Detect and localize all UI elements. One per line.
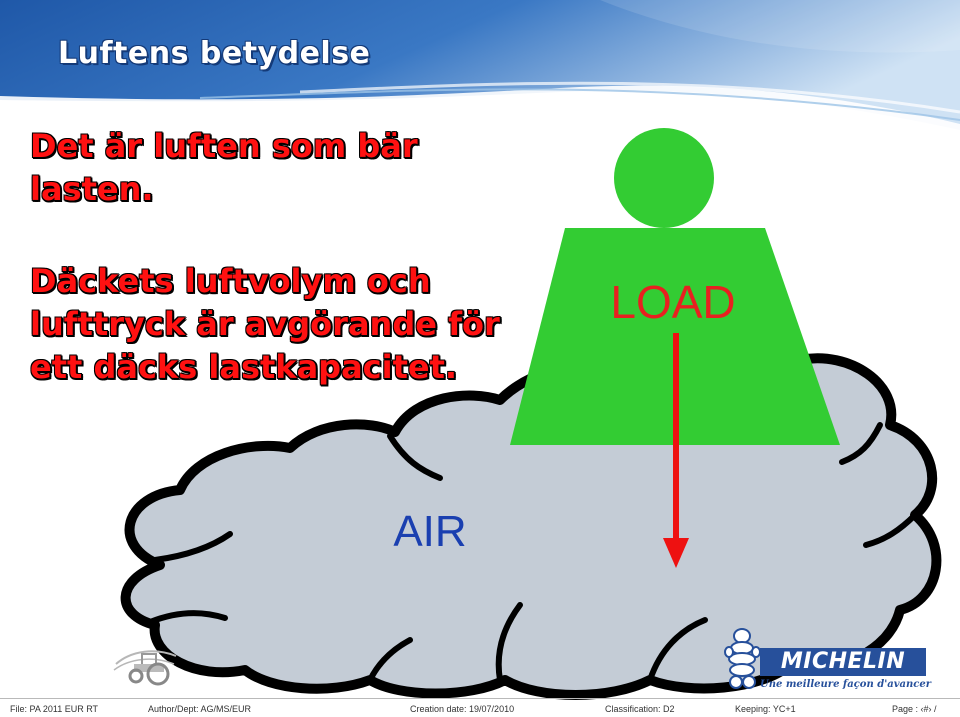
tractor-icon [112,640,182,690]
slide-title: Luftens betydelse [58,36,371,71]
footer-file: File: PA 2011 EUR RT [10,704,99,714]
footer [0,702,960,716]
footer-keeping: Keeping: YC+1 [735,704,796,714]
bibendum-icon [724,626,764,694]
footer-creation-date: Creation date: 19/07/2010 [410,704,515,714]
footer-page: Page : ‹#› / [892,704,937,714]
michelin-wordmark: MICHELIN [760,648,926,676]
footer-author: Author/Dept: AG/MS/EUR [148,704,252,714]
footer-classification: Classification: D2 [605,704,675,714]
load-label: LOAD [610,276,736,328]
air-label: AIR [393,507,467,556]
load-weight-handle [614,128,714,228]
paragraph-volume-pressure: Däckets luftvolym och lufttryck är avgörande för ett däcks lastkapacitet. [30,262,500,386]
michelin-logo [724,626,934,694]
paragraph-air-carries-load: Det är luften som bär lasten. [30,127,418,208]
michelin-tagline: Une meilleure façon d'avancer [760,679,932,690]
footer-divider [0,698,960,699]
